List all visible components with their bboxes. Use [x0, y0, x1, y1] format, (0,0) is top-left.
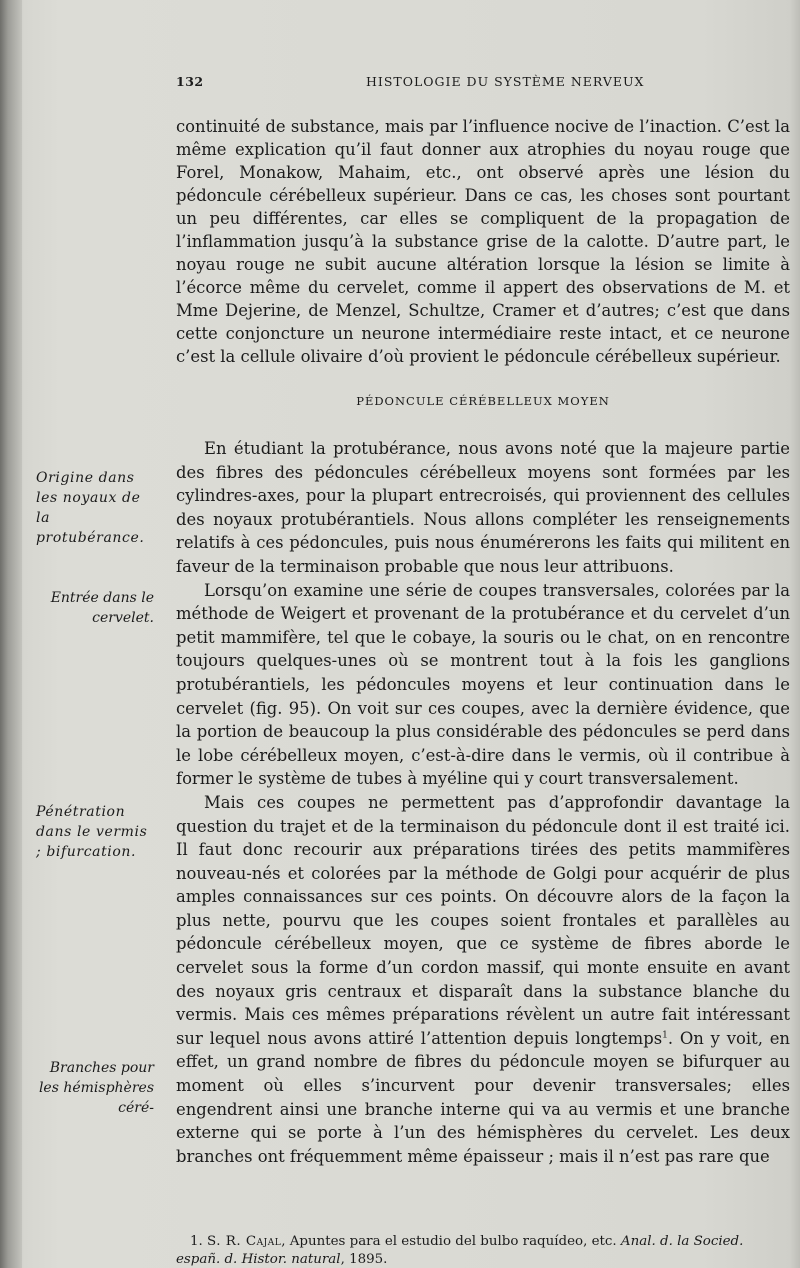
- running-header: [176, 74, 788, 94]
- section-heading: PÉDONCULE CÉRÉBELLEUX MOYEN: [356, 394, 610, 408]
- footnote-text: , Apuntes para el estudio del bulbo raquídeo, etc.: [281, 1234, 621, 1249]
- margin-note-origin: Origine dans les noyaux de la protubérance.: [36, 470, 145, 546]
- paragraph-2: En étudiant la protubérance, nous avons noté que la majeure partie des fibres des pédoncules cérébelleux moyens sont formées par les cylindres-axes, pour la plupart entrecroisés, qui proviennent des cellules des noyaux protubérantiels. Nous allons compléter les renseignements relatifs à ces pédoncules, puis nous énumérerons les faits qui militent en faveur de la terminaison probable que nous leur attribuons.: [176, 439, 790, 576]
- margin-note-branches: Branches pour les hémisphères céré-: [38, 1060, 154, 1116]
- footnote-author: S. R. Cajal: [207, 1234, 282, 1249]
- margin-note-penetration: Pénétration dans le vermis ; bifurcation.: [36, 804, 148, 860]
- footnote: [176, 1233, 790, 1268]
- section-body: [176, 437, 790, 1168]
- page-number: 132: [176, 74, 204, 89]
- margin-note-entry: Entrée dans le cervelet.: [50, 590, 154, 626]
- running-title: HISTOLOGIE DU SYSTÈME NERVEUX: [366, 74, 645, 89]
- paragraph-4-part-b: . On y voit, en effet, un grand nombre de fibres du pédoncule moyen se bifurquer au moment où elles s’incurvent pour devenir transversales; elles engendrent ainsi une branche interne qui va au vermis et une branche externe qui se porte à l’un des hémisphères du cervelet. Les deux branches ont fréquemment même épaisseur ; mais il n’est pas rare que: [176, 1028, 790, 1166]
- footnote-year: , 1895.: [340, 1252, 388, 1267]
- paragraph-4: [176, 791, 790, 1169]
- page-binding-shadow: [0, 0, 22, 1268]
- paragraph-1: continuité de substance, mais par l’influence nocive de l’inaction. C’est la même explication qu’il faut donner aux atrophies du noyau rouge que Forel, Monakow, Mahaim, etc., ont observé après une lésion du pédoncule cérébelleux supérieur. Dans ce cas, les choses sont pourtant un peu différentes, car elles se compliquent de la propagation de l’inflammation jusqu’à la substance grise de la calotte. D’autre part, le noyau rouge ne subit aucune altération lorsque la lésion se limite à l’écorce même du cervelet, comme il appert des observations de M. et Mme Dejerine, de Menzel, Schultze, Cramer et d’autres; c’est que dans cette conjoncture un neurone intermédiaire reste intact, et ce neurone c’est la cellule olivaire d’où provient le pédoncule cérébelleux supérieur.: [176, 117, 790, 366]
- footnote-number: 1.: [190, 1234, 203, 1249]
- footnote-journal: Anal. d. la Socied. españ. d. Histor. natural: [176, 1234, 744, 1267]
- paragraph-4-part-a: Mais ces coupes ne permettent pas d’approfondir davantage la question du trajet et de la terminaison du pédoncule dont il est traité ici. Il faut donc recourir aux préparations tirées des petits mammifères nouveau-nés et colorées par la méthode de Golgi pour acquérir de plus amples connaissances sur ces points. On découvre alors de la façon la plus nette, pourvu que les coupes soient frontales et parallèles au pédoncule cérébelleux moyen, que ce système de fibres aborde le cervelet sous la forme d’un cordon massif, qui monte ensuite en avant des noyaux gris centraux et disparaît dans la substance blanche du vermis. Mais ces mêmes préparations révèlent un autre fait intéressant sur lequel nous avons attiré l’attention depuis longtemps: [176, 792, 790, 1048]
- footnote-reference[interactable]: 1: [662, 1030, 668, 1041]
- paragraph-continuation: [176, 115, 790, 368]
- paragraph-3: Lorsqu’on examine une série de coupes transversales, colorées par la méthode de Weigert et provenant de la protubérance et du cervelet d’un petit mammifère, tel que le cobaye, la souris ou le chat, on en rencontre toujours quelques-unes où se montrent tout à la fois les ganglions protubérantiels, les pédoncules moyens et leur continuation dans le cervelet (fig. 95). On voit sur ces coupes, avec la dernière évidence, que la portion de beaucoup la plus considérable des pédoncules se perd dans le lobe cérébelleux moyen, c’est-à-dire dans le vermis, où il contribue à former le système de tubes à myéline qui y court transversalement.: [176, 580, 790, 789]
